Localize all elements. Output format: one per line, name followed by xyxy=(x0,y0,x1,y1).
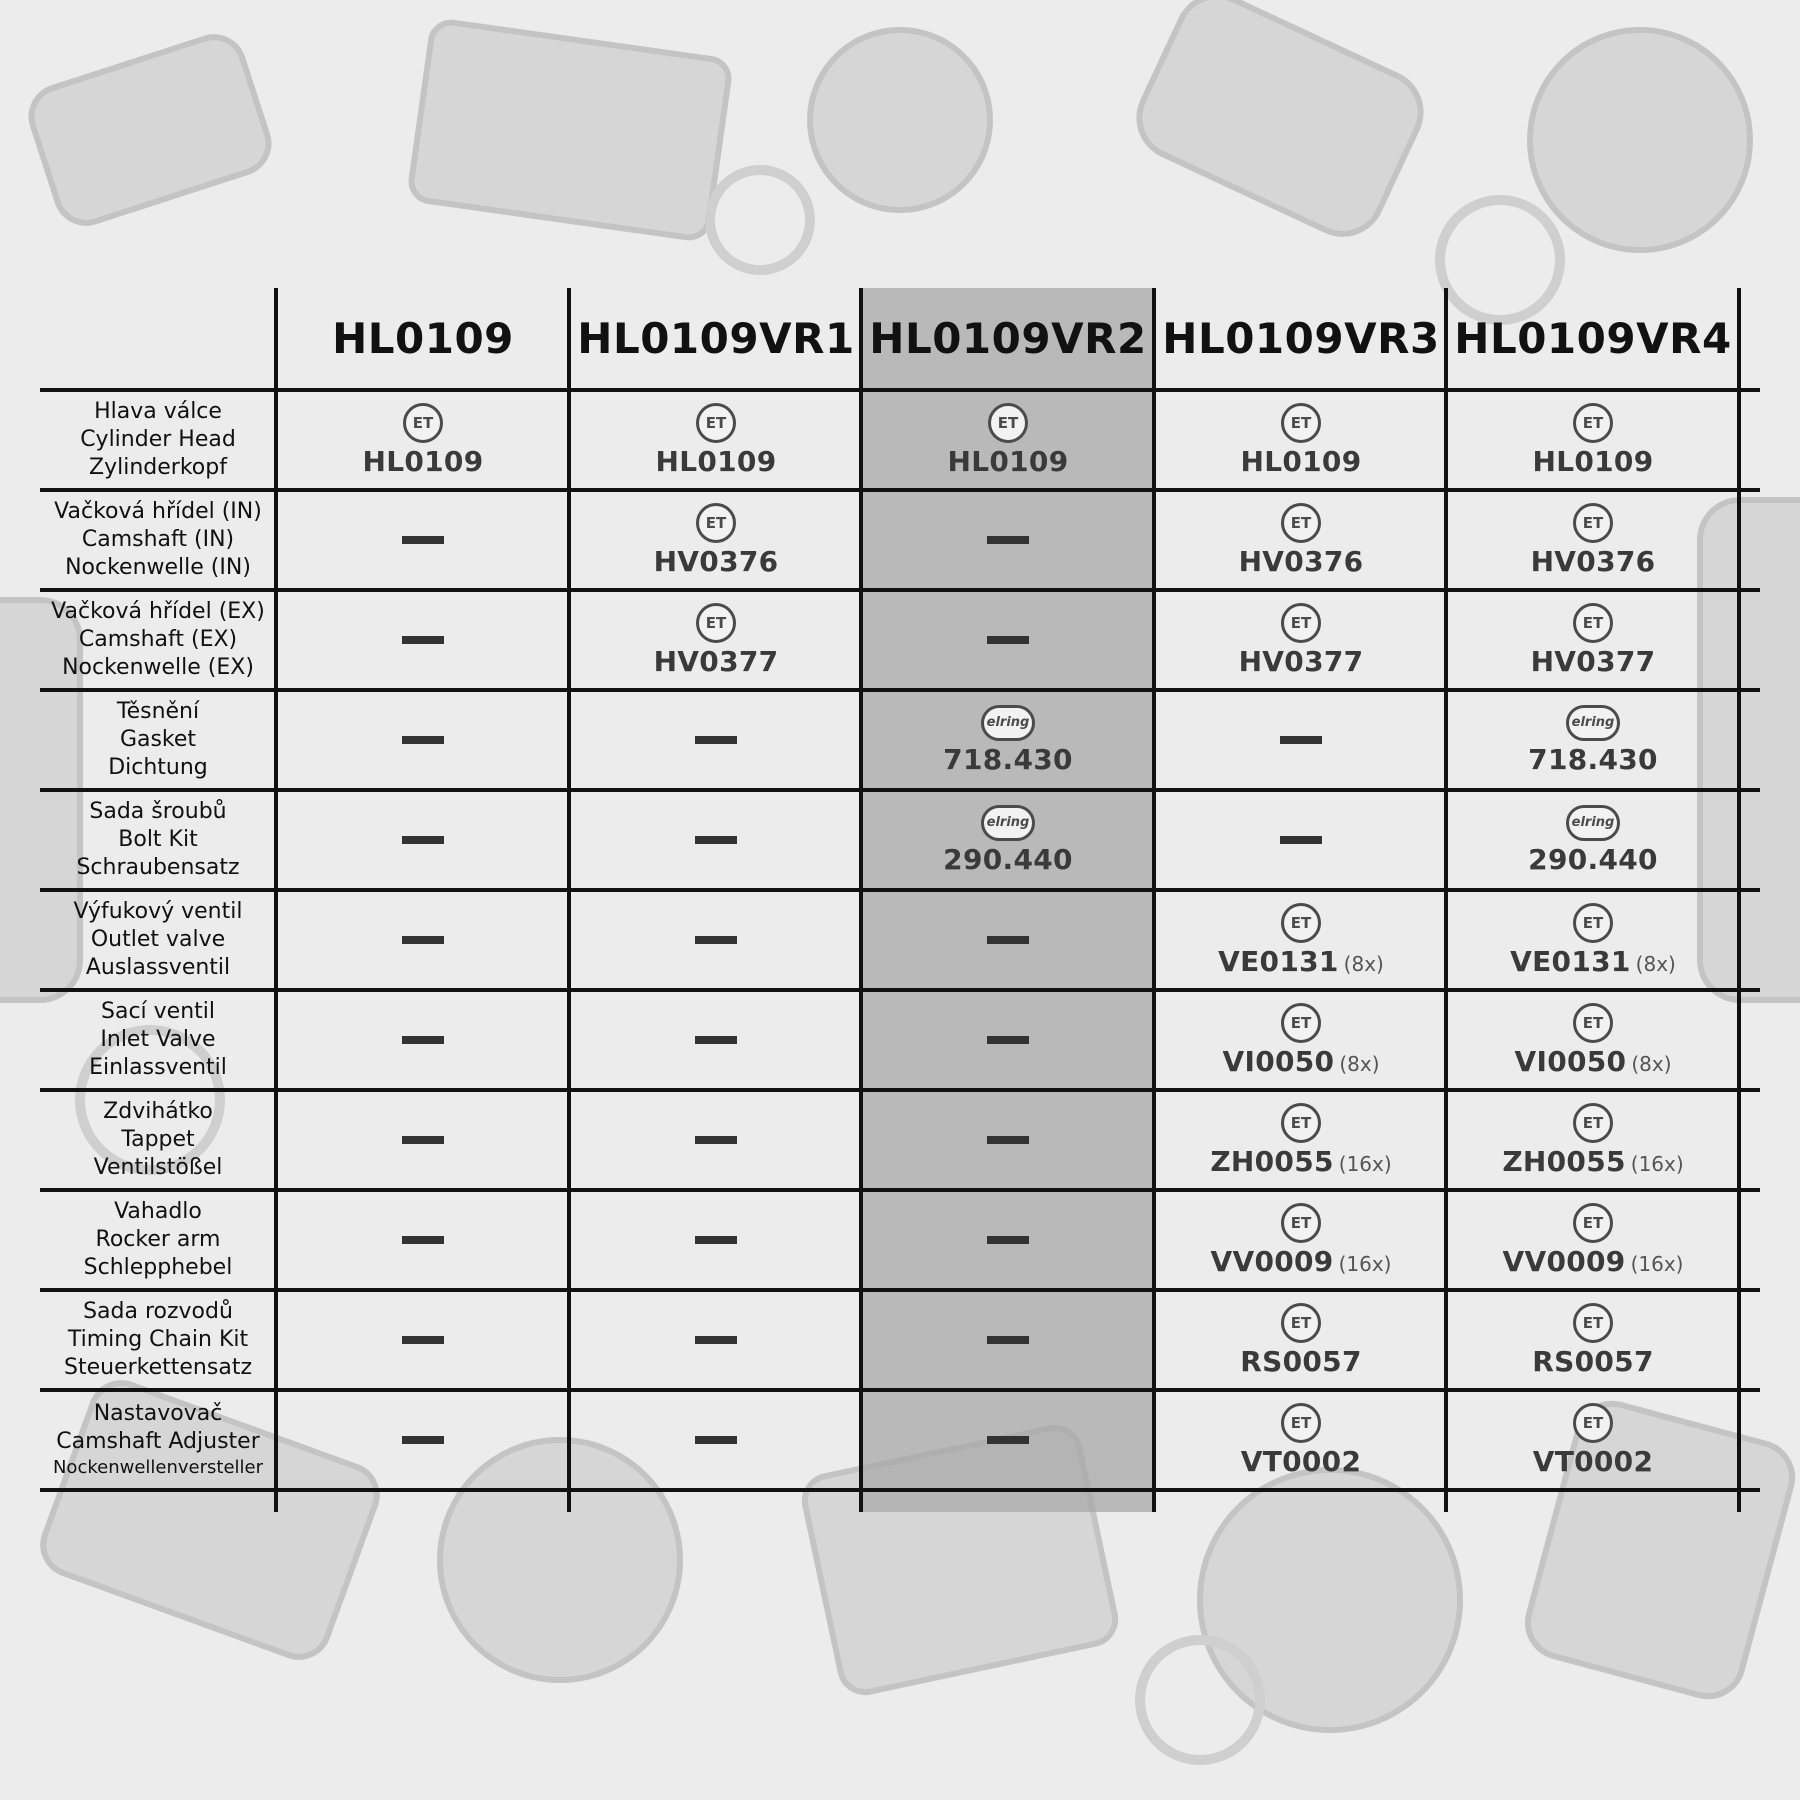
et-logo-icon: ET xyxy=(1281,403,1321,443)
column-header-hl0109vr2: HL0109VR2 xyxy=(869,313,1147,363)
part-number: HV0377 xyxy=(1238,644,1364,678)
row-label xyxy=(40,492,276,588)
part-line xyxy=(1211,1245,1392,1278)
part-number: 718.430 xyxy=(1528,742,1658,776)
column-header-hl0109vr3: HL0109VR3 xyxy=(1162,313,1440,363)
row-label xyxy=(40,792,276,888)
empty-cell xyxy=(863,492,1153,588)
part-number: HV0376 xyxy=(1238,544,1364,578)
row-label xyxy=(40,592,276,688)
part-cell xyxy=(863,792,1153,888)
part-number: VE0131 xyxy=(1218,944,1339,978)
part-number: VT0002 xyxy=(1240,1444,1362,1478)
empty-cell xyxy=(571,892,861,988)
et-logo-icon: ET xyxy=(1573,503,1613,543)
dash-icon xyxy=(695,1336,737,1344)
part-number: HV0377 xyxy=(1530,644,1656,678)
part-cell xyxy=(1448,692,1738,788)
dash-icon xyxy=(402,1336,444,1344)
row-label-line: Einlassventil xyxy=(89,1055,227,1080)
dash-icon xyxy=(695,1436,737,1444)
row-label-line: Outlet valve xyxy=(90,927,226,952)
part-number: VI0050 xyxy=(1514,1044,1627,1078)
dash-icon xyxy=(695,736,737,744)
dash-icon xyxy=(402,1236,444,1244)
et-logo-icon: ET xyxy=(1281,503,1321,543)
row-label xyxy=(40,1392,276,1488)
empty-cell xyxy=(278,1192,568,1288)
row-label xyxy=(40,692,276,788)
row-label-line: Hlava válce xyxy=(94,399,222,424)
part-quantity: (8x) xyxy=(1343,951,1384,976)
part-cell xyxy=(1448,1292,1738,1388)
et-logo-icon: ET xyxy=(1573,1303,1613,1343)
row-label-line: Timing Chain Kit xyxy=(67,1327,249,1352)
part-number: VV0009 xyxy=(1502,1244,1626,1278)
empty-cell xyxy=(278,1292,568,1388)
empty-cell xyxy=(863,992,1153,1088)
et-logo-icon: ET xyxy=(1573,1203,1613,1243)
dash-icon xyxy=(402,1036,444,1044)
part-line xyxy=(1531,545,1656,578)
part-cell xyxy=(1448,992,1738,1088)
part-line xyxy=(943,843,1073,876)
column-header-hl0109vr4: HL0109VR4 xyxy=(1454,313,1732,363)
part-line xyxy=(1528,843,1658,876)
empty-cell xyxy=(571,792,861,888)
row-label-line: Sací ventil xyxy=(101,999,215,1024)
part-line xyxy=(1532,445,1653,478)
row-label-line: Ventilstößel xyxy=(93,1155,223,1180)
empty-cell xyxy=(278,492,568,588)
row-label-line: Rocker arm xyxy=(95,1227,221,1252)
column-header-hl0109: HL0109 xyxy=(332,313,514,363)
row-label-line: Sada rozvodů xyxy=(83,1299,233,1324)
part-cell xyxy=(1448,1192,1738,1288)
empty-cell xyxy=(863,1392,1153,1488)
part-number: HL0109 xyxy=(362,444,484,478)
part-cell xyxy=(863,392,1153,488)
et-logo-icon: ET xyxy=(1573,403,1613,443)
part-line xyxy=(654,545,779,578)
et-logo-icon: ET xyxy=(696,403,736,443)
empty-cell xyxy=(571,1292,861,1388)
row-label-line: Nockenwelle (IN) xyxy=(65,555,251,580)
part-number: HV0376 xyxy=(1530,544,1656,578)
part-number: HL0109 xyxy=(947,444,1069,478)
row-label xyxy=(40,1292,276,1388)
part-line xyxy=(654,645,779,678)
part-cell xyxy=(278,392,568,488)
row-label-line: Tappet xyxy=(121,1127,195,1152)
part-quantity: (8x) xyxy=(1631,1051,1672,1076)
empty-cell xyxy=(278,792,568,888)
part-line xyxy=(1239,545,1364,578)
part-cell xyxy=(1156,492,1446,588)
row-label xyxy=(40,392,276,488)
empty-cell xyxy=(571,1192,861,1288)
part-cell xyxy=(1156,992,1446,1088)
et-logo-icon: ET xyxy=(1573,903,1613,943)
et-logo-icon: ET xyxy=(1573,1103,1613,1143)
et-logo-icon: ET xyxy=(1281,1203,1321,1243)
dash-icon xyxy=(402,1136,444,1144)
part-cell xyxy=(571,592,861,688)
row-label-line: Nockenwelle (EX) xyxy=(62,655,254,680)
et-logo-icon: ET xyxy=(1281,903,1321,943)
part-cell xyxy=(1156,1092,1446,1188)
dash-icon xyxy=(402,836,444,844)
part-line xyxy=(1241,1445,1362,1478)
part-quantity: (8x) xyxy=(1635,951,1676,976)
empty-cell xyxy=(278,892,568,988)
part-number: HL0109 xyxy=(1240,444,1362,478)
et-logo-icon: ET xyxy=(1281,1003,1321,1043)
et-logo-icon: ET xyxy=(1281,1103,1321,1143)
row-label-line: Camshaft (EX) xyxy=(78,627,238,652)
et-logo-icon: ET xyxy=(1281,1303,1321,1343)
part-number: HL0109 xyxy=(1532,444,1654,478)
dash-icon xyxy=(695,936,737,944)
et-logo-icon: ET xyxy=(1573,1003,1613,1043)
part-line xyxy=(1239,645,1364,678)
part-number: VV0009 xyxy=(1210,1244,1334,1278)
dash-icon xyxy=(402,536,444,544)
dash-icon xyxy=(987,1436,1029,1444)
part-line xyxy=(655,445,776,478)
dash-icon xyxy=(402,1436,444,1444)
row-label-line: Gasket xyxy=(119,727,197,752)
part-line xyxy=(1223,1045,1380,1078)
row-label-line: Vačková hřídel (EX) xyxy=(51,599,265,624)
part-line xyxy=(1531,645,1656,678)
row-label xyxy=(40,1192,276,1288)
dash-icon xyxy=(695,836,737,844)
part-line xyxy=(1533,1445,1654,1478)
part-line xyxy=(1510,945,1676,978)
et-logo-icon: ET xyxy=(403,403,443,443)
dash-icon xyxy=(987,636,1029,644)
dash-icon xyxy=(987,936,1029,944)
et-logo-icon: ET xyxy=(696,503,736,543)
part-cell xyxy=(1156,592,1446,688)
row-label-line: Sada šroubů xyxy=(89,799,227,824)
part-number: ZH0055 xyxy=(1502,1144,1626,1178)
part-cell xyxy=(1156,892,1446,988)
part-number: 290.440 xyxy=(943,842,1073,876)
part-number: HV0377 xyxy=(653,644,779,678)
empty-cell xyxy=(863,1292,1153,1388)
part-line xyxy=(362,445,483,478)
part-number: 718.430 xyxy=(943,742,1073,776)
et-logo-icon: ET xyxy=(1573,603,1613,643)
empty-cell xyxy=(863,892,1153,988)
part-cell xyxy=(1448,792,1738,888)
part-number: ZH0055 xyxy=(1210,1144,1334,1178)
row-label-line: Vahadlo xyxy=(114,1199,202,1224)
part-line xyxy=(1210,1145,1391,1178)
row-label-line: Zylinderkopf xyxy=(89,455,227,480)
elring-logo-icon: elring xyxy=(981,705,1035,741)
part-number: VE0131 xyxy=(1510,944,1631,978)
part-cell xyxy=(1448,1392,1738,1488)
part-number: 290.440 xyxy=(1528,842,1658,876)
part-line xyxy=(1528,743,1658,776)
row-label xyxy=(40,1092,276,1188)
part-cell xyxy=(1156,1292,1446,1388)
row-label xyxy=(40,992,276,1088)
row-label-line: Schraubensatz xyxy=(76,855,240,880)
et-logo-icon: ET xyxy=(1281,1403,1321,1443)
part-cell xyxy=(1156,1392,1446,1488)
dash-icon xyxy=(695,1236,737,1244)
row-label-line: Auslassventil xyxy=(85,955,231,980)
part-cell xyxy=(1448,592,1738,688)
et-logo-icon: ET xyxy=(1281,603,1321,643)
part-cell xyxy=(571,492,861,588)
row-label xyxy=(40,892,276,988)
dash-icon xyxy=(1280,836,1322,844)
part-cell xyxy=(863,692,1153,788)
part-line xyxy=(1240,445,1361,478)
part-line xyxy=(1503,1245,1684,1278)
part-cell xyxy=(1156,1192,1446,1288)
part-cell xyxy=(1448,1092,1738,1188)
dash-icon xyxy=(987,1236,1029,1244)
dash-icon xyxy=(402,636,444,644)
part-line xyxy=(1515,1045,1672,1078)
empty-cell xyxy=(278,992,568,1088)
part-quantity: (16x) xyxy=(1630,1251,1684,1276)
part-cell xyxy=(1448,392,1738,488)
part-number: VT0002 xyxy=(1532,1444,1654,1478)
elring-logo-icon: elring xyxy=(981,805,1035,841)
part-number: RS0057 xyxy=(1532,1344,1654,1378)
part-line xyxy=(1218,945,1384,978)
row-label-line: Steuerkettensatz xyxy=(64,1355,252,1380)
row-label-line: Dichtung xyxy=(108,755,208,780)
empty-cell xyxy=(278,692,568,788)
dash-icon xyxy=(1280,736,1322,744)
part-line xyxy=(1240,1345,1361,1378)
part-cell xyxy=(571,392,861,488)
part-line xyxy=(1532,1345,1653,1378)
row-label-line: Nastavovač xyxy=(93,1401,223,1426)
row-label-line: Zdvihátko xyxy=(103,1099,213,1124)
empty-cell xyxy=(278,1392,568,1488)
part-number: RS0057 xyxy=(1240,1344,1362,1378)
dash-icon xyxy=(402,736,444,744)
part-number: HV0376 xyxy=(653,544,779,578)
row-label-line: Camshaft Adjuster xyxy=(56,1429,260,1454)
empty-cell xyxy=(1156,792,1446,888)
part-cell xyxy=(1448,892,1738,988)
row-label-line: Camshaft (IN) xyxy=(81,527,235,552)
row-label-line: Vačková hřídel (IN) xyxy=(54,499,262,524)
row-label-line: Bolt Kit xyxy=(118,827,198,852)
dash-icon xyxy=(987,1036,1029,1044)
empty-cell xyxy=(278,592,568,688)
part-number: VI0050 xyxy=(1222,1044,1335,1078)
dash-icon xyxy=(987,536,1029,544)
empty-cell xyxy=(571,992,861,1088)
empty-cell xyxy=(863,1192,1153,1288)
part-line xyxy=(1502,1145,1683,1178)
et-logo-icon: ET xyxy=(696,603,736,643)
part-line xyxy=(947,445,1068,478)
part-quantity: (16x) xyxy=(1338,1151,1392,1176)
empty-cell xyxy=(863,1092,1153,1188)
part-cell xyxy=(1156,392,1446,488)
row-label-line: Výfukový ventil xyxy=(73,899,243,924)
column-header-hl0109vr1: HL0109VR1 xyxy=(577,313,855,363)
row-label-line: Cylinder Head xyxy=(80,427,236,452)
part-number: HL0109 xyxy=(655,444,777,478)
part-cell xyxy=(1448,492,1738,588)
dash-icon xyxy=(987,1136,1029,1144)
empty-cell xyxy=(278,1092,568,1188)
part-line xyxy=(943,743,1073,776)
empty-cell xyxy=(571,692,861,788)
part-quantity: (8x) xyxy=(1339,1051,1380,1076)
empty-cell xyxy=(1156,692,1446,788)
row-label-line: Schlepphebel xyxy=(83,1255,233,1280)
part-quantity: (16x) xyxy=(1338,1251,1392,1276)
dash-icon xyxy=(987,1336,1029,1344)
elring-logo-icon: elring xyxy=(1566,805,1620,841)
dash-icon xyxy=(695,1036,737,1044)
empty-cell xyxy=(863,592,1153,688)
row-label-line: Těsnění xyxy=(116,699,200,724)
dash-icon xyxy=(402,936,444,944)
row-label-line: Inlet Valve xyxy=(100,1027,216,1052)
empty-cell xyxy=(571,1092,861,1188)
et-logo-icon: ET xyxy=(988,403,1028,443)
elring-logo-icon: elring xyxy=(1566,705,1620,741)
dash-icon xyxy=(695,1136,737,1144)
empty-cell xyxy=(571,1392,861,1488)
row-label-line: Nockenwellenversteller xyxy=(52,1457,264,1478)
part-quantity: (16x) xyxy=(1630,1151,1684,1176)
et-logo-icon: ET xyxy=(1573,1403,1613,1443)
